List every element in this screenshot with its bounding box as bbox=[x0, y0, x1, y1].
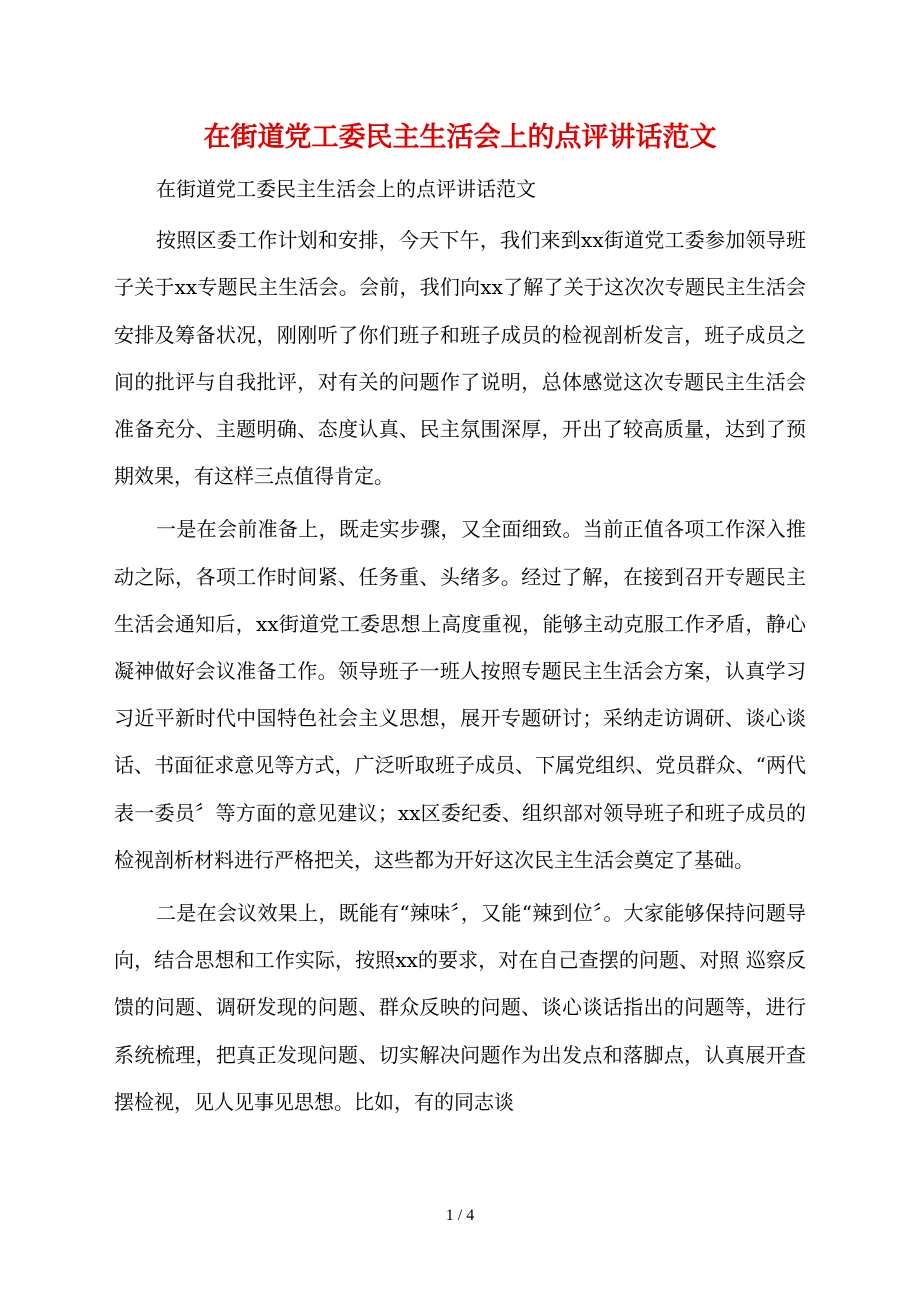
document-subtitle: 在街道党工委民主生活会上的点评讲话范文 bbox=[156, 177, 536, 201]
document-body bbox=[114, 166, 806, 1126]
paragraph-point-one: 一是在会前准备上，既走实步骤，又全面细致。当前正值各项工作深入推动之际，各项工作时间紧、任务重、头绪多。经过了解，在接到召开专题民主生活会通知后，xx街道党工委思想上高度重视，能够主动克服工作矛盾，静心凝神做好会议准备工作。领导班子一班人按照专题民主生活会方案，认真学习习近平新时代中国特色社会主义思想，展开专题研讨；采纳走访调研、谈心谈话、书面征求意见等方式，广泛听取班子成员、下属党组织、党员群众、“两代表一委员〞等方面的意见建议；xx区委纪委、组织部对领导班子和班子成员的检视剖析材料进行严格把关，这些都为开好这次民主生活会奠定了基础。 bbox=[114, 517, 806, 872]
page-number: 1 / 4 bbox=[445, 1207, 475, 1224]
document-title: 在街道党工委民主生活会上的点评讲话范文 bbox=[203, 122, 717, 153]
paragraph-point-two: 二是在会议效果上，既能有“辣味〞，又能“辣到位〞。大家能够保持问题导向，结合思想和工作实际，按照xx的要求，对在自己查摆的问题、对照 巡察反馈的问题、调研发现的问题、群众反映的问题、谈心谈话指出的问题等，进行系统梳理，把真正发现问题、切实解决问题作为出发点和落脚点，认真展开查摆检视，见人见事见思想。比如，有的同志谈 bbox=[114, 901, 806, 1114]
paragraph-intro: 按照区委工作计划和安排，今天下午，我们来到xx街道党工委参加领导班子关于xx专题民主生活会。会前，我们向xx了解了关于这次次专题民主生活会安排及筹备状况，刚刚听了你们班子和班子成员的检视剖析发言，班子成员之间的批评与自我批评，对有关的问题作了说明，总体感觉这次专题民主生活会准备充分、主题明确、态度认真、民主氛围深厚，开出了较高质量，达到了预期效果，有这样三点值得肯定。 bbox=[114, 228, 806, 489]
